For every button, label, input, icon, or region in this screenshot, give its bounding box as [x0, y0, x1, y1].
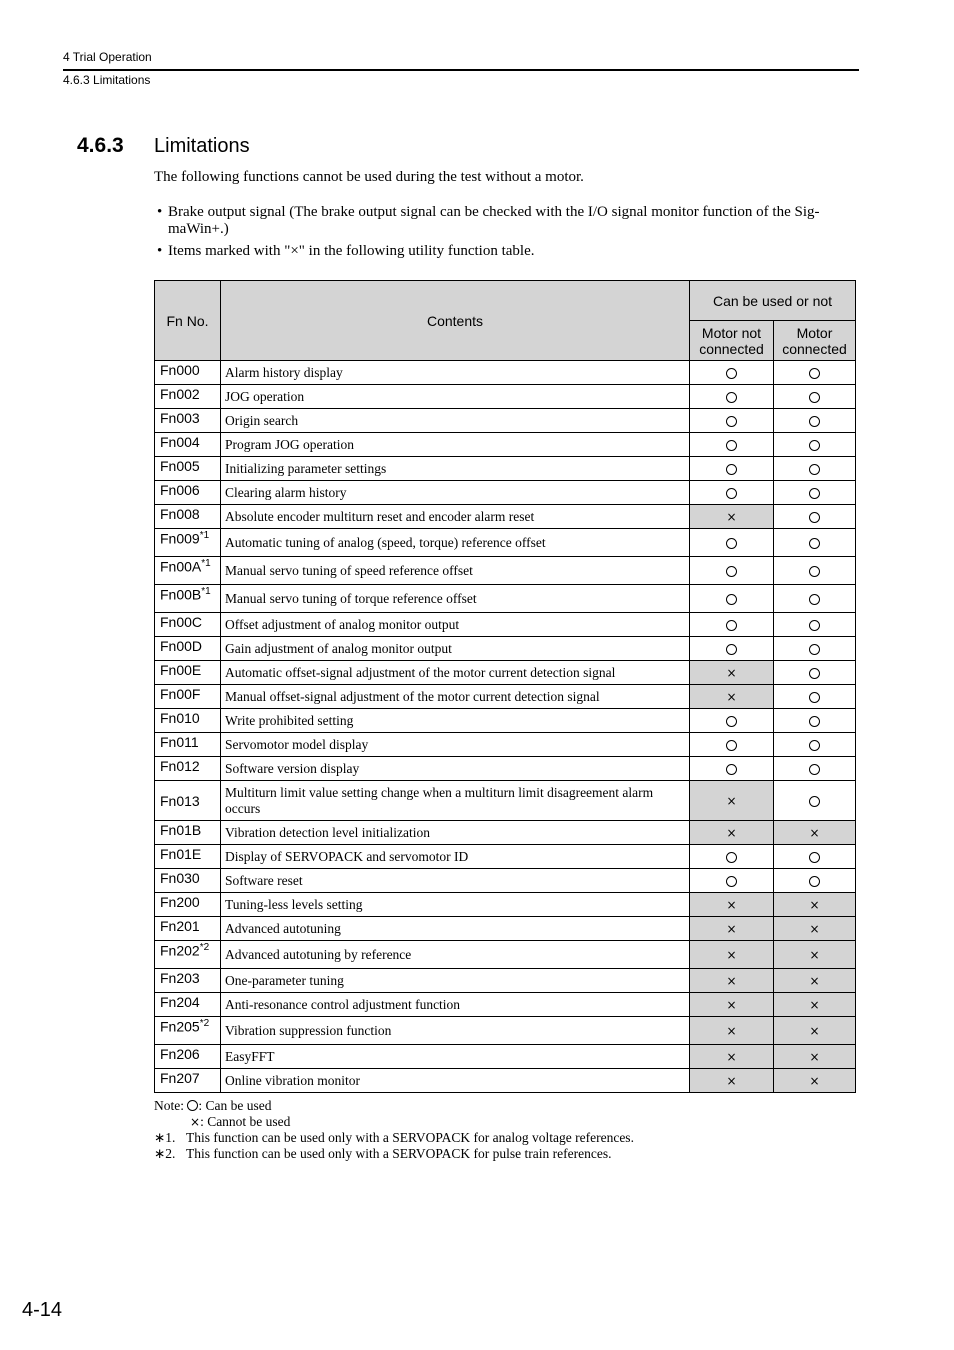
- footnote-2: [154, 1146, 634, 1162]
- cell-contents: Manual servo tuning of torque reference offset: [221, 585, 690, 613]
- circle-icon: [726, 368, 737, 379]
- cell-motor-connected: [774, 661, 856, 685]
- circle-icon: [726, 852, 737, 863]
- cell-motor-connected: [774, 457, 856, 481]
- cell-motor-not-connected: [690, 869, 774, 893]
- table-row: [155, 409, 856, 433]
- circle-icon: [809, 440, 820, 451]
- table-row: [155, 557, 856, 585]
- table-row: [155, 969, 856, 993]
- cell-contents: Vibration detection level initialization: [221, 821, 690, 845]
- cell-contents: Origin search: [221, 409, 690, 433]
- cell-contents: Manual servo tuning of speed reference offset: [221, 557, 690, 585]
- cell-contents: Automatic offset-signal adjustment of the motor current detection signal: [221, 661, 690, 685]
- cell-motor-connected: [774, 505, 856, 529]
- cell-contents: Manual offset-signal adjustment of the motor current detection signal: [221, 685, 690, 709]
- circle-icon: [809, 566, 820, 577]
- fn-number: Fn004: [160, 434, 200, 450]
- cell-motor-connected: [774, 709, 856, 733]
- cell-contents: Online vibration monitor: [221, 1069, 690, 1093]
- cell-contents: Automatic tuning of analog (speed, torque) reference offset: [221, 529, 690, 557]
- circle-icon: [726, 488, 737, 499]
- cross-icon: ×: [809, 1049, 820, 1064]
- cell-fn-no: [155, 893, 221, 917]
- fn-number: Fn00F: [160, 686, 201, 702]
- circle-icon: [809, 594, 820, 605]
- circle-icon: [726, 464, 737, 475]
- footnote-mark: ∗2.: [154, 1146, 176, 1161]
- footnote-text: This function can be used only with a SERVOPACK for analog voltage references.: [186, 1130, 634, 1145]
- cell-motor-connected: [774, 821, 856, 845]
- cross-icon: ×: [809, 921, 820, 936]
- circle-icon: [809, 416, 820, 427]
- cell-motor-not-connected: [690, 661, 774, 685]
- cell-fn-no: [155, 613, 221, 637]
- fn-number: Fn00E: [160, 662, 202, 678]
- footnote-ref: *1: [201, 586, 211, 597]
- cross-icon: ×: [726, 509, 737, 524]
- table-row: [155, 1045, 856, 1069]
- fn-number: Fn010: [160, 710, 200, 726]
- cell-motor-connected: [774, 481, 856, 505]
- circle-icon: [809, 668, 820, 679]
- cell-fn-no: [155, 505, 221, 529]
- cross-icon: ×: [726, 1023, 737, 1038]
- cell-motor-not-connected: [690, 409, 774, 433]
- section-number: 4.6.3: [77, 134, 124, 157]
- footnote-ref: *1: [201, 558, 211, 569]
- cross-icon: ×: [726, 947, 737, 962]
- table-row: [155, 1069, 856, 1093]
- cell-motor-not-connected: [690, 637, 774, 661]
- cell-motor-not-connected: [690, 585, 774, 613]
- table-row: [155, 481, 856, 505]
- cell-contents: Tuning-less levels setting: [221, 893, 690, 917]
- footnote-ref: *2: [199, 942, 210, 953]
- note-cannot-be-used: [154, 1114, 634, 1130]
- header-can-be-used: [690, 281, 856, 321]
- fn-number: Fn00D: [160, 638, 203, 654]
- cell-contents: One-parameter tuning: [221, 969, 690, 993]
- fn-number: Fn002: [160, 386, 200, 402]
- cell-fn-no: [155, 969, 221, 993]
- cell-motor-not-connected: [690, 433, 774, 457]
- cell-motor-not-connected: [690, 385, 774, 409]
- header-rule: [63, 69, 859, 71]
- table-row: [155, 433, 856, 457]
- fn-number: Fn200: [160, 894, 200, 910]
- running-header-chapter: 4 Trial Operation: [63, 50, 152, 64]
- fn-number: Fn206: [160, 1046, 200, 1062]
- cell-motor-not-connected: [690, 613, 774, 637]
- header-fn-no: Fn No.: [155, 281, 221, 361]
- cell-motor-not-connected: [690, 893, 774, 917]
- cell-contents: Clearing alarm history: [221, 481, 690, 505]
- fn-number: Fn01B: [160, 822, 202, 838]
- circle-icon: [809, 876, 820, 887]
- header-contents: Contents: [221, 281, 690, 361]
- running-header-section: 4.6.3 Limitations: [63, 73, 151, 87]
- table-row: [155, 917, 856, 941]
- note-cannot-be-used-text: : Cannot be used: [200, 1114, 291, 1129]
- cell-contents: Software version display: [221, 757, 690, 781]
- cell-motor-connected: [774, 409, 856, 433]
- cell-motor-connected: [774, 893, 856, 917]
- cross-icon: ×: [809, 997, 820, 1012]
- table-row: [155, 845, 856, 869]
- table-row: [155, 457, 856, 481]
- cell-contents: Servomotor model display: [221, 733, 690, 757]
- cross-icon: ×: [809, 947, 820, 962]
- cell-contents: Anti-resonance control adjustment function: [221, 993, 690, 1017]
- footnote-ref: *2: [199, 1018, 210, 1029]
- cross-icon: ×: [726, 921, 737, 936]
- table-row: [155, 941, 856, 969]
- cell-contents: Absolute encoder multiturn reset and encoder alarm reset: [221, 505, 690, 529]
- cell-contents: Advanced autotuning: [221, 917, 690, 941]
- fn-number: Fn00C: [160, 614, 203, 630]
- cross-icon: ×: [809, 1073, 820, 1088]
- circle-icon: [726, 716, 737, 727]
- cell-motor-connected: [774, 941, 856, 969]
- table-row: [155, 661, 856, 685]
- cell-motor-not-connected: [690, 529, 774, 557]
- circle-icon: [726, 740, 737, 751]
- cell-fn-no: [155, 757, 221, 781]
- cell-motor-connected: [774, 969, 856, 993]
- limitations-list: [157, 204, 859, 265]
- utility-function-table: [154, 280, 856, 1093]
- table-row: [155, 757, 856, 781]
- table-row: [155, 821, 856, 845]
- header-motor-not-connected: [690, 321, 774, 361]
- table-row: [155, 1017, 856, 1045]
- table-row: [155, 385, 856, 409]
- table-row: [155, 733, 856, 757]
- footnote-text: This function can be used only with a SERVOPACK for pulse train references.: [186, 1146, 612, 1161]
- cell-fn-no: [155, 993, 221, 1017]
- cell-contents: Gain adjustment of analog monitor output: [221, 637, 690, 661]
- circle-icon: [726, 538, 737, 549]
- circle-icon: [726, 392, 737, 403]
- circle-icon: [726, 764, 737, 775]
- cell-fn-no: [155, 821, 221, 845]
- cell-motor-not-connected: [690, 557, 774, 585]
- cross-icon: ×: [726, 1049, 737, 1064]
- list-item: • Items marked with "×" in the following utility function table.: [157, 243, 859, 260]
- cell-motor-connected: [774, 1069, 856, 1093]
- fn-number: Fn009: [160, 530, 200, 547]
- fn-number: Fn005: [160, 458, 200, 474]
- fn-number: Fn201: [160, 918, 200, 934]
- cell-contents: Vibration suppression function: [221, 1017, 690, 1045]
- fn-number: Fn003: [160, 410, 200, 426]
- cell-fn-no: [155, 941, 221, 969]
- circle-icon: [809, 620, 820, 631]
- cell-contents: Offset adjustment of analog monitor output: [221, 613, 690, 637]
- cross-icon: ×: [809, 825, 820, 840]
- header-can-be-used-label: Can be used or not: [712, 292, 833, 309]
- cell-motor-not-connected: [690, 505, 774, 529]
- circle-icon: [726, 620, 737, 631]
- cell-fn-no: [155, 661, 221, 685]
- cell-motor-connected: [774, 781, 856, 821]
- table-row: [155, 993, 856, 1017]
- cell-motor-connected: [774, 869, 856, 893]
- note-can-be-used: [154, 1098, 634, 1114]
- cell-motor-connected: [774, 637, 856, 661]
- cell-motor-connected: [774, 733, 856, 757]
- table-row: [155, 869, 856, 893]
- cell-motor-not-connected: [690, 821, 774, 845]
- circle-icon: [809, 852, 820, 863]
- circle-icon: [809, 538, 820, 549]
- cell-motor-connected: [774, 385, 856, 409]
- cell-fn-no: [155, 685, 221, 709]
- circle-icon: [726, 644, 737, 655]
- cell-contents: Alarm history display: [221, 361, 690, 385]
- table-row: [155, 361, 856, 385]
- cell-motor-connected: [774, 585, 856, 613]
- cell-motor-not-connected: [690, 941, 774, 969]
- cell-contents: Advanced autotuning by reference: [221, 941, 690, 969]
- cell-fn-no: [155, 781, 221, 821]
- table-row: [155, 613, 856, 637]
- page-number: 4-14: [22, 1299, 63, 1321]
- table-row: [155, 529, 856, 557]
- cross-icon: ×: [726, 973, 737, 988]
- cell-fn-no: [155, 361, 221, 385]
- fn-number: Fn202: [160, 942, 200, 959]
- footnote-ref: *1: [199, 530, 210, 541]
- cell-contents: Program JOG operation: [221, 433, 690, 457]
- fn-number: Fn00A: [160, 558, 202, 575]
- cell-fn-no: [155, 457, 221, 481]
- circle-icon: [809, 716, 820, 727]
- fn-number: Fn008: [160, 506, 200, 522]
- table-row: [155, 685, 856, 709]
- cell-motor-connected: [774, 845, 856, 869]
- section-title: Limitations: [154, 135, 250, 157]
- cross-icon: ×: [809, 973, 820, 988]
- cell-motor-not-connected: [690, 361, 774, 385]
- cell-motor-connected: [774, 613, 856, 637]
- cell-motor-not-connected: [690, 457, 774, 481]
- fn-number: Fn203: [160, 970, 200, 986]
- cross-icon: ×: [809, 1023, 820, 1038]
- cross-icon: ×: [809, 897, 820, 912]
- cell-contents: Write prohibited setting: [221, 709, 690, 733]
- circle-icon: [187, 1100, 198, 1111]
- cell-motor-connected: [774, 529, 856, 557]
- footnote-mark: ∗1.: [154, 1130, 176, 1145]
- cell-fn-no: [155, 1017, 221, 1045]
- table-row: [155, 505, 856, 529]
- circle-icon: [726, 566, 737, 577]
- fn-number: Fn013: [160, 792, 200, 809]
- intro-paragraph: The following functions cannot be used during the test without a motor.: [154, 169, 584, 185]
- circle-icon: [726, 416, 737, 427]
- circle-icon: [809, 368, 820, 379]
- fn-number: Fn000: [160, 362, 200, 378]
- header-motor-connected: [774, 321, 856, 361]
- table-row: [155, 781, 856, 821]
- cell-motor-not-connected: [690, 993, 774, 1017]
- cell-motor-not-connected: [690, 1045, 774, 1069]
- cell-fn-no: [155, 585, 221, 613]
- cell-fn-no: [155, 733, 221, 757]
- footnote-1: [154, 1130, 634, 1146]
- cross-icon: ×: [726, 897, 737, 912]
- cell-motor-connected: [774, 917, 856, 941]
- fn-number: Fn01E: [160, 846, 202, 862]
- cell-fn-no: [155, 845, 221, 869]
- cell-fn-no: [155, 529, 221, 557]
- cell-fn-no: [155, 917, 221, 941]
- cell-fn-no: [155, 433, 221, 457]
- cell-fn-no: [155, 385, 221, 409]
- circle-icon: [726, 440, 737, 451]
- notes: [154, 1098, 634, 1162]
- cell-contents: Software reset: [221, 869, 690, 893]
- circle-icon: [809, 644, 820, 655]
- cell-contents: Multiturn limit value setting change when a multiturn limit disagreement alarm occurs: [221, 781, 690, 821]
- cross-icon: ×: [726, 793, 737, 808]
- cell-motor-not-connected: [690, 845, 774, 869]
- cell-motor-not-connected: [690, 709, 774, 733]
- cell-contents: JOG operation: [221, 385, 690, 409]
- circle-icon: [809, 392, 820, 403]
- circle-icon: [809, 512, 820, 523]
- circle-icon: [726, 876, 737, 887]
- circle-icon: [809, 464, 820, 475]
- header-motor-connected-label: Motor connected: [782, 324, 847, 357]
- cell-fn-no: [155, 709, 221, 733]
- cell-fn-no: [155, 637, 221, 661]
- cross-icon: ×: [726, 689, 737, 704]
- cell-motor-not-connected: [690, 757, 774, 781]
- cell-motor-connected: [774, 433, 856, 457]
- cross-icon: ×: [726, 1073, 737, 1088]
- cell-motor-connected: [774, 1045, 856, 1069]
- cell-fn-no: [155, 409, 221, 433]
- cell-fn-no: [155, 557, 221, 585]
- table-body: [155, 361, 856, 1093]
- cell-motor-connected: [774, 993, 856, 1017]
- note-label: Note:: [154, 1098, 184, 1113]
- fn-number: Fn030: [160, 870, 200, 886]
- cell-motor-not-connected: [690, 481, 774, 505]
- table-row: [155, 709, 856, 733]
- table-row: [155, 637, 856, 661]
- cell-motor-connected: [774, 1017, 856, 1045]
- cross-icon: ×: [190, 1115, 201, 1129]
- cross-icon: ×: [726, 665, 737, 680]
- fn-number: Fn006: [160, 482, 200, 498]
- note-can-be-used-text: : Can be used: [198, 1098, 272, 1113]
- fn-number: Fn012: [160, 758, 200, 774]
- fn-number: Fn204: [160, 994, 200, 1010]
- cell-fn-no: [155, 869, 221, 893]
- circle-icon: [809, 764, 820, 775]
- cross-icon: ×: [726, 825, 737, 840]
- fn-number: Fn011: [160, 734, 199, 750]
- cell-motor-not-connected: [690, 781, 774, 821]
- circle-icon: [809, 796, 820, 807]
- cell-contents: Initializing parameter settings: [221, 457, 690, 481]
- cell-fn-no: [155, 1045, 221, 1069]
- cell-motor-not-connected: [690, 685, 774, 709]
- fn-number: Fn207: [160, 1070, 200, 1086]
- table-row: [155, 585, 856, 613]
- table-row: [155, 893, 856, 917]
- cell-motor-connected: [774, 757, 856, 781]
- cell-motor-not-connected: [690, 733, 774, 757]
- cell-motor-not-connected: [690, 1069, 774, 1093]
- cross-icon: ×: [726, 997, 737, 1012]
- fn-number: Fn205: [160, 1018, 200, 1035]
- cell-contents: EasyFFT: [221, 1045, 690, 1069]
- cell-motor-not-connected: [690, 1017, 774, 1045]
- cell-motor-connected: [774, 361, 856, 385]
- cell-fn-no: [155, 481, 221, 505]
- cell-motor-connected: [774, 557, 856, 585]
- circle-icon: [809, 488, 820, 499]
- list-item: • Brake output signal (The brake output signal can be checked with the I/O signal monitor function of the Sig-maWin+.): [157, 204, 859, 238]
- circle-icon: [726, 594, 737, 605]
- fn-number: Fn00B: [160, 586, 202, 603]
- cell-fn-no: [155, 1069, 221, 1093]
- cell-motor-not-connected: [690, 969, 774, 993]
- circle-icon: [809, 740, 820, 751]
- circle-icon: [809, 692, 820, 703]
- cell-contents: Display of SERVOPACK and servomotor ID: [221, 845, 690, 869]
- cell-motor-not-connected: [690, 917, 774, 941]
- header-motor-not-connected-label: Motor not connected: [699, 324, 764, 357]
- section-heading: [77, 134, 250, 158]
- cell-motor-connected: [774, 685, 856, 709]
